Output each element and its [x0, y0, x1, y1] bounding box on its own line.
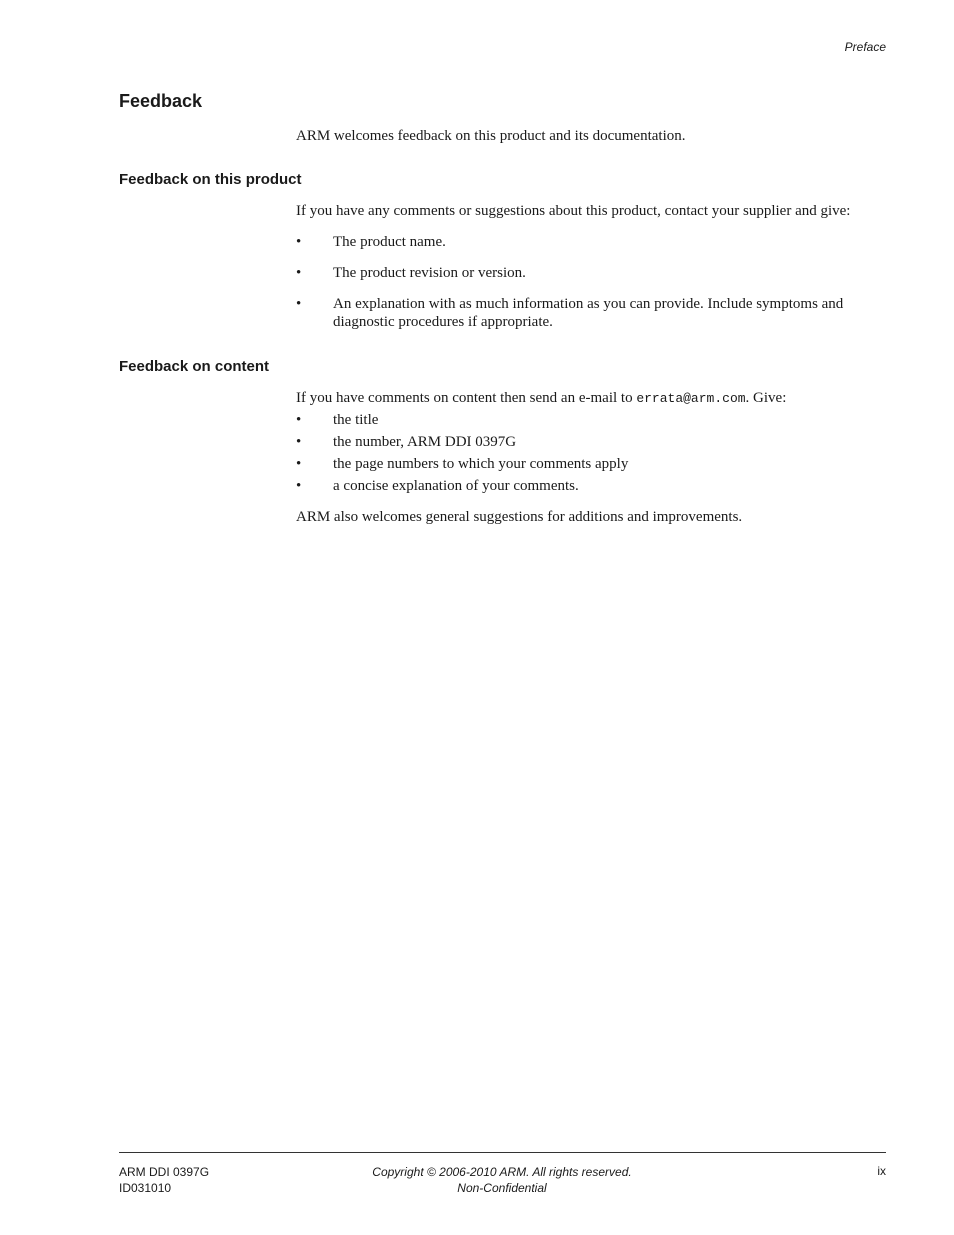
- footer-divider: [119, 1152, 886, 1153]
- bullet-icon: •: [296, 456, 302, 472]
- list-item: • The product name.: [296, 234, 446, 250]
- list-item: • a concise explanation of your comments.: [296, 478, 579, 494]
- errata-email-link[interactable]: errata@arm.com: [636, 391, 746, 406]
- page-number: ix: [877, 1164, 886, 1178]
- bullet-icon: •: [296, 434, 302, 450]
- closing-paragraph: ARM also welcomes general suggestions for additions and improvements.: [296, 509, 743, 525]
- confidentiality-text: Non-Confidential: [457, 1181, 547, 1195]
- list-item: • The product revision or version.: [296, 265, 526, 281]
- doc-number: ARM DDI 0397G: [119, 1165, 210, 1179]
- subsection-title-content: Feedback on content: [119, 358, 270, 375]
- copyright-text: Copyright © 2006-2010 ARM. All rights reserved.: [372, 1165, 632, 1179]
- footer-doc-info: [119, 1164, 209, 1196]
- list-item: • the number, ARM DDI 0397G: [296, 434, 517, 450]
- product-intro: If you have any comments or suggestions about this product, contact your supplier and give:: [296, 203, 851, 219]
- subsection-title-product: Feedback on this product: [119, 171, 302, 188]
- list-item: • the page numbers to which your comments apply: [296, 456, 629, 472]
- bullet-icon: •: [296, 296, 302, 312]
- running-header: Preface: [844, 40, 886, 54]
- list-item: • An explanation with as much information as you can provide. Include symptoms and diagnostic procedures if appropriate.: [296, 296, 844, 330]
- list-item: • the title: [296, 412, 379, 428]
- bullet-icon: •: [296, 265, 302, 281]
- content-list: [296, 411, 886, 499]
- feedback-intro: ARM welcomes feedback on this product and its documentation.: [296, 128, 686, 144]
- doc-id: ID031010: [119, 1181, 172, 1195]
- content-intro: If you have comments on content then send an e-mail to errata@arm.com. Give:: [296, 390, 787, 406]
- bullet-icon: •: [296, 412, 302, 428]
- bullet-icon: •: [296, 234, 302, 250]
- bullet-icon: •: [296, 478, 302, 494]
- footer-copyright: [302, 1164, 702, 1196]
- product-list: [296, 233, 886, 344]
- section-title: Feedback: [119, 91, 203, 111]
